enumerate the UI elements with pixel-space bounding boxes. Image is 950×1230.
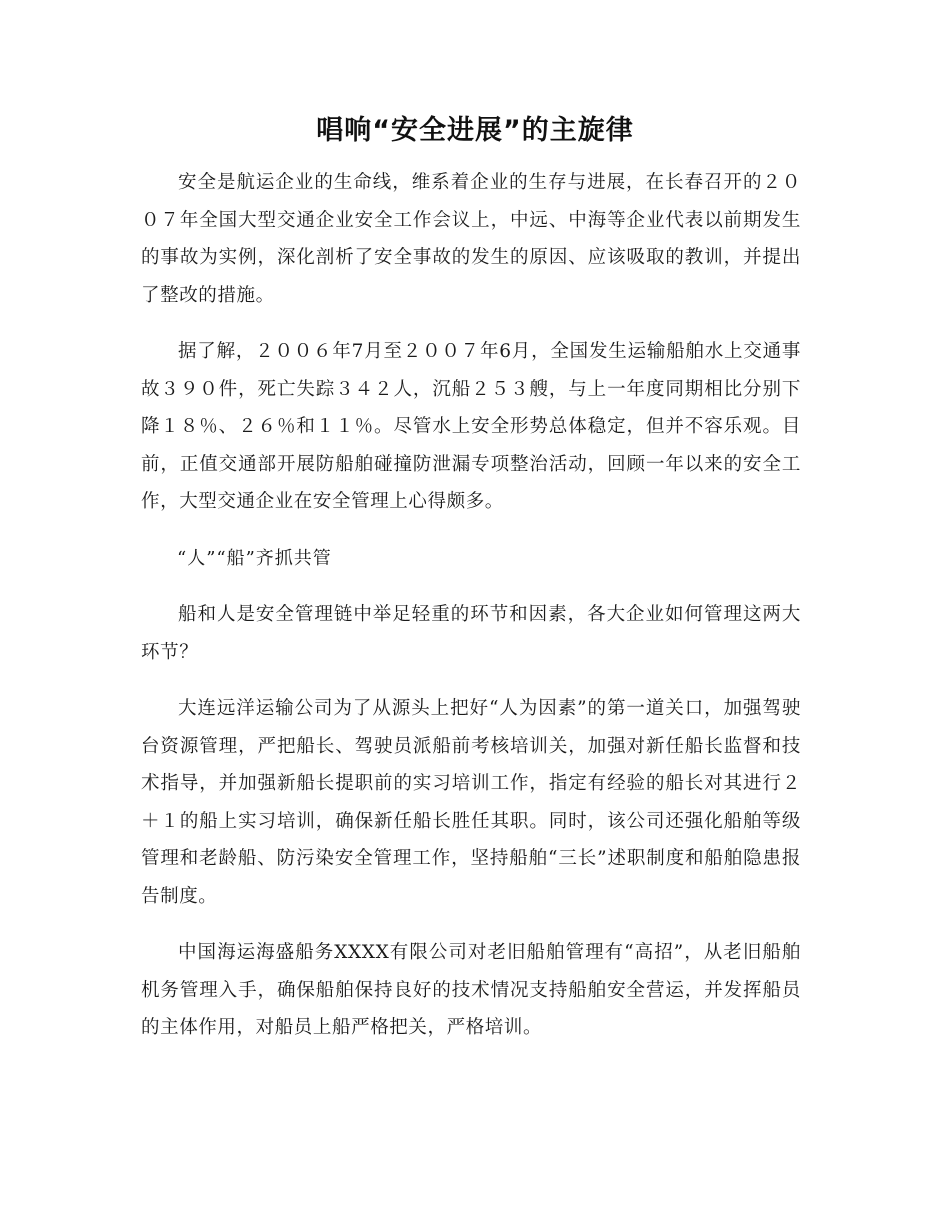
paragraph-intro: 安全是航运企业的生命线，维系着企业的生存与进展，在长春召开的２００７年全国大型交通企业安全工作会议上，中远、中海等企业代表以前期发生的事故为实例，深化剖析了安全事故的发生的原因、应该吸取的教训，并提出了整改的措施。	[141, 172, 801, 306]
paragraph-question: 船和人是安全管理链中举足轻重的环节和因素，各大企业如何管理这两大环节？	[141, 604, 801, 663]
document-body	[141, 164, 801, 1066]
section-heading: “人”“船”齐抓共管	[177, 547, 332, 569]
paragraph-haisheng: 中国海运海盛船务XXXX有限公司对老旧船舶管理有“高招”，从老旧船舶机务管理入手，确保船舶保持良好的技术情况支持船舶安全营运，并发挥船员的主体作用，对船员上船严格把关，严格培训。	[141, 942, 801, 1038]
document-title: 唱响“安全进展”的主旋律	[316, 115, 634, 146]
paragraph-statistics: 据了解，２００６年7月至２００７年6月，全国发生运输船舶水上交通事故３９０件，死亡失踪３４２人，沉船２５３艘，与上一年度同期相比分别下降１８％、２６％和１１％。尽管水上安全形势总体稳定，但并不容乐观。目前，正值交通部开展防船舶碰撞防泄漏专项整治活动，回顾一年以来的安全工作，大型交通企业在安全管理上心得颇多。	[141, 341, 801, 512]
paragraph-dalian: 大连远洋运输公司为了从源头上把好“人为因素”的第一道关口，加强驾驶台资源管理，严把船长、驾驶员派船前考核培训关，加强对新任船长监督和技术指导，并加强新船长提职前的实习培训工作，指定有经验的船长对其进行２＋１的船上实习培训，确保新任船长胜任其职。同时，该公司还强化船舶等级管理和老龄船、防污染安全管理工作，坚持船舶“三长”述职制度和船舶隐患报告制度。	[141, 698, 801, 907]
